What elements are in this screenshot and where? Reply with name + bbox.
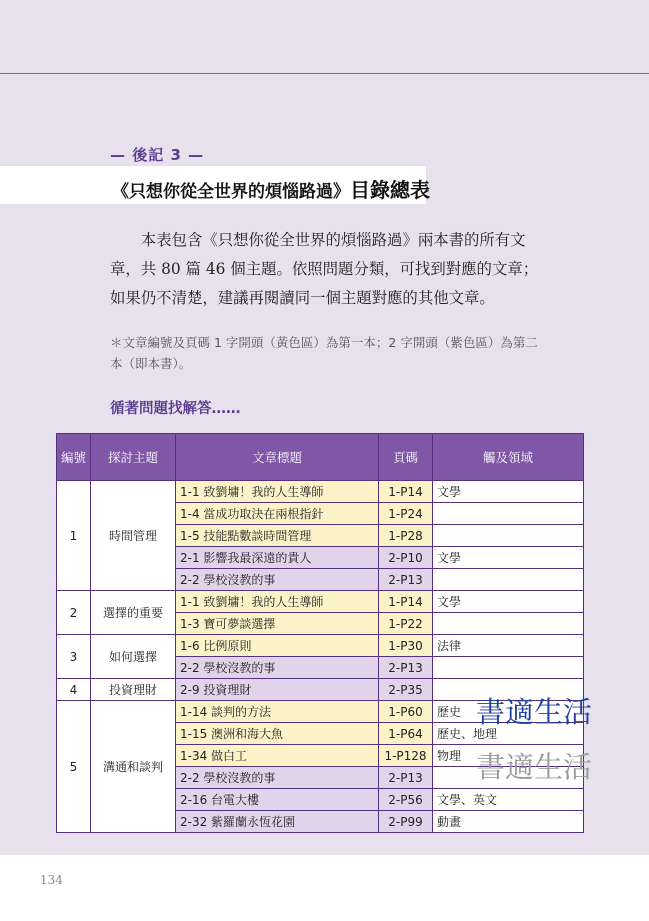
- article-title: 1-1 致劉墉！我的人生導師: [176, 591, 379, 613]
- article-domain: 法律: [433, 635, 584, 657]
- header-topic: 探討主題: [91, 434, 176, 481]
- article-page: 1-P128: [379, 745, 433, 767]
- header-domain: 觸及領域: [433, 434, 584, 481]
- page-title: [112, 174, 430, 203]
- article-page: 2-P13: [379, 767, 433, 789]
- title-main: 目錄總表: [350, 178, 430, 202]
- article-page: 1-P30: [379, 635, 433, 657]
- article-title: 1-4 當成功取決在兩根指針: [176, 503, 379, 525]
- article-domain: 文學: [433, 481, 584, 503]
- article-domain: [433, 613, 584, 635]
- topic-name: 選擇的重要: [91, 591, 176, 635]
- article-title: 2-32 紫羅蘭永恆花園: [176, 811, 379, 833]
- watermark-blue: 書適生活: [476, 695, 593, 729]
- header-page: 頁碼: [379, 434, 433, 481]
- article-domain: [433, 525, 584, 547]
- article-title: 1-1 致劉墉！我的人生導師: [176, 481, 379, 503]
- article-title: 2-2 學校沒教的事: [176, 569, 379, 591]
- article-page: 1-P24: [379, 503, 433, 525]
- article-page: 1-P64: [379, 723, 433, 745]
- header-number: 編號: [57, 434, 91, 481]
- article-domain: 文學: [433, 591, 584, 613]
- topic-name: 溝通和談判: [91, 701, 176, 833]
- article-page: 1-P14: [379, 591, 433, 613]
- topic-name: 時間管理: [91, 481, 176, 591]
- article-title: 1-6 比例原則: [176, 635, 379, 657]
- article-title: 2-9 投資理財: [176, 679, 379, 701]
- article-title: 1-34 做白工: [176, 745, 379, 767]
- article-page: 2-P13: [379, 657, 433, 679]
- article-page: 1-P60: [379, 701, 433, 723]
- article-domain: [433, 503, 584, 525]
- article-title: 2-1 影響我最深遠的貴人: [176, 547, 379, 569]
- article-title: 1-14 談判的方法: [176, 701, 379, 723]
- top-divider: [0, 73, 649, 74]
- table-row: [57, 635, 584, 657]
- topic-number: 3: [57, 635, 91, 679]
- article-page: 1-P14: [379, 481, 433, 503]
- section-heading: 循著問題找解答……: [110, 401, 241, 417]
- table-row: [57, 481, 584, 503]
- topic-name: 投資理財: [91, 679, 176, 701]
- topic-name: 如何選擇: [91, 635, 176, 679]
- article-page: 2-P10: [379, 547, 433, 569]
- topic-number: 4: [57, 679, 91, 701]
- article-title: 2-16 台電大樓: [176, 789, 379, 811]
- article-domain: 歷史: [433, 701, 584, 723]
- header-article-title: 文章標題: [176, 434, 379, 481]
- article-title: 2-2 學校沒教的事: [176, 767, 379, 789]
- article-domain: [433, 569, 584, 591]
- table-header-row: [57, 434, 584, 481]
- article-title: 1-5 技能點數談時間管理: [176, 525, 379, 547]
- article-page: 1-P28: [379, 525, 433, 547]
- topic-number: 2: [57, 591, 91, 635]
- topic-number: 5: [57, 701, 91, 833]
- article-page: 2-P35: [379, 679, 433, 701]
- intro-paragraph: 本表包含《只想你從全世界的煩惱路過》兩本書的所有文章，共 80 篇 46 個主題。依照問題分類，可找到對應的文章；如果仍不清楚，建議再閱讀同一個主題對應的其他文章。: [110, 231, 539, 307]
- article-domain: 動畫: [433, 811, 584, 833]
- article-page: 2-P13: [379, 569, 433, 591]
- article-domain: 物理: [433, 745, 584, 767]
- title-book-name: 《只想你從全世界的煩惱路過》: [112, 182, 350, 202]
- watermark-gray: 書適生活: [476, 750, 593, 784]
- page-number: 134: [40, 873, 63, 887]
- article-domain: 文學、英文: [433, 789, 584, 811]
- article-title: 1-3 寶可夢談選擇: [176, 613, 379, 635]
- article-domain: 文學: [433, 547, 584, 569]
- article-title: 2-2 學校沒教的事: [176, 657, 379, 679]
- table-row: [57, 591, 584, 613]
- article-page: 1-P22: [379, 613, 433, 635]
- article-title: 1-15 澳洲和海大魚: [176, 723, 379, 745]
- article-page: 2-P99: [379, 811, 433, 833]
- topic-number: 1: [57, 481, 91, 591]
- article-domain: [433, 657, 584, 679]
- afterword-label: — 後記 3 —: [110, 146, 205, 164]
- color-note: ＊文章編號及頁碼 1 字開頭（黃色區）為第一本；2 字開頭（紫色區）為第二本（即本書）。: [110, 335, 538, 371]
- article-domain: 歷史、地理: [433, 723, 584, 745]
- article-page: 2-P56: [379, 789, 433, 811]
